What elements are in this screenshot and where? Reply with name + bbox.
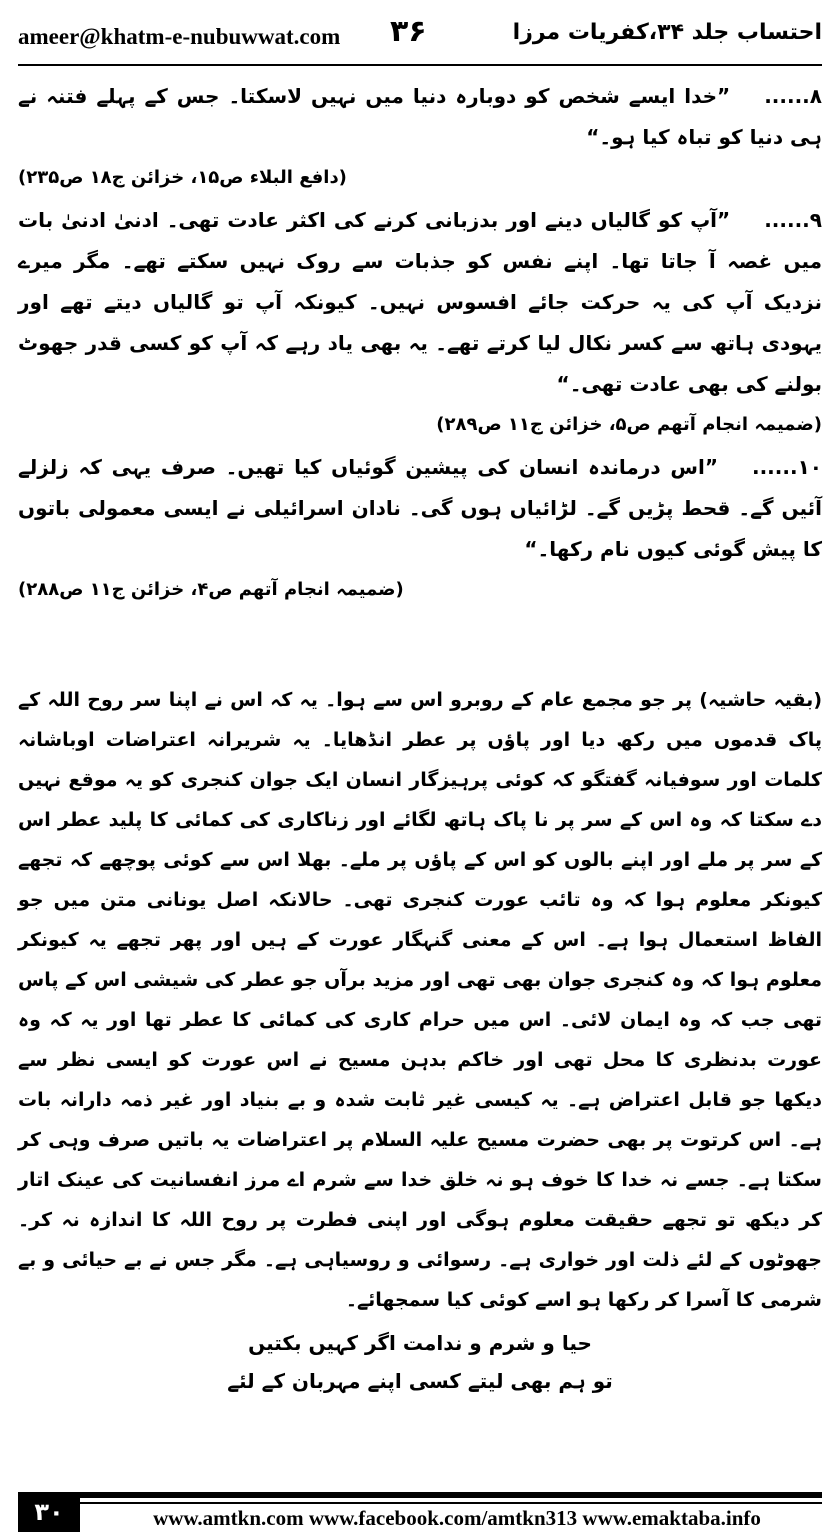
quote-number: ۱۰...... <box>751 455 822 479</box>
page-footer <box>0 1484 840 1540</box>
quote-10 <box>18 447 822 610</box>
quote-text: ”آپ کو گالیاں دینے اور بدزبانی کرنے کی اکثر عادت تھی۔ ادنیٰ ادنیٰ بات میں غصہ آ جاتا تھا۔ اپنے نفس کو جذبات سے روک نہیں سکتے تھے۔ مگر میرے نزدیک آپ کی یہ حرکت جائے افسوس نہیں۔ کیونکہ آپ تو گالیاں دیتے تھے اور یہودی ہاتھ سے کسر نکال لیا کرتے تھے۔ یہ بھی یاد رہے کہ آپ کو کسی قدر جھوٹ بولنے کی بھی عادت تھی۔“ <box>18 208 822 396</box>
page-header <box>18 14 822 60</box>
quote-reference: (ضمیمہ انجام آتھم ص۵، خزائن ج۱۱ ص۲۸۹) <box>436 414 822 435</box>
header-divider <box>18 64 822 66</box>
footnote-text: (بقیہ حاشیہ) پر جو مجمع عام کے روبرو اس سے ہوا۔ یہ کہ اس نے اپنا سر روح اللہ کے پاک قدموں میں رکھ دیا اور پاؤں پر عطر انڈھایا۔ یہ شریرانہ اعتراضات اوباشانہ کلمات اور سوفیانہ گفتگو کہ کوئی پرہیزگار انسان ایک جوان کنجری کو یہ موقع نہیں دے سکتا کہ وہ اس کے سر پر نا پاک ہاتھ لگائے اور زناکاری کی کمائی کا پلید عطر اس کے سر پر ملے اور اپنے بالوں کو اس کے پاؤں پر ملے۔ بھلا اس سے کوئی پوچھے کہ تجھے کیونکر معلوم ہوا کہ وہ تائب عورت کنجری تھی۔ حالانکہ اصل یونانی متن میں جو الفاظ استعمال ہوا ہے۔ اس کے معنی گنہگار عورت کے ہیں اور پھر تجھے یہ کیونکر معلوم ہوا کہ وہ کنجری جوان بھی تھی اور مزید برآں جو عطر کی شیشی اس کے پاس تھی جب کہ وہ ایمان لائی۔ اس میں حرام کاری کی کمائی کا عطر تھا اور یہ کہ وہ عورت بدنظری کا محل تھی اور خاکم بدہن مسیح نے اس عورت کو ایسی نظر سے دیکھا جو قابل اعتراض ہے۔ یہ کیسی غیر ثابت شدہ و بے بنیاد اور غیر ذمہ دارانہ بات ہے۔ اس کرتوت پر بھی حضرت مسیح علیہ السلام پر اعتراضات یہ باتیں صرف وہی کر سکتا ہے۔ جسے نہ خدا کا خوف ہو نہ خلق خدا سے شرم اے مرز انفسانیت کی عینک اتار کر دیکھ تو تجھے حقیقت معلوم ہوگی اور اپنی فطرت پر روح اللہ کا اندازہ نہ کر۔ جھوٹوں کے لئے ذلت اور خواری ہے۔ رسوائی و روسیاہی ہے۔ مگر جس نے بے حیائی و بے شرمی کا آسرا کر رکھا ہو اسے کوئی کیا سمجھائے۔ <box>18 689 822 1311</box>
quote-number: ۹...... <box>764 208 822 232</box>
quote-reference: (دافع البلاء ص۱۵، خزائن ج۱۸ ص۲۳۵) <box>18 167 347 188</box>
footer-page-box: ۳۰ <box>18 1492 80 1532</box>
verse-line-1: حیا و شرم و ندامت اگر کہیں بکتیں <box>248 1331 592 1355</box>
quote-9 <box>18 200 822 445</box>
footer-urls: www.amtkn.com www.facebook.com/amtkn313 www.emaktaba.info <box>153 1506 761 1530</box>
main-text <box>18 76 822 612</box>
quote-text: ”اس درماندہ انسان کی پیشین گوئیاں کیا تھیں۔ صرف یہی کہ زلزلے آئیں گے۔ قحط پڑیں گے۔ لڑائیاں ہوں گی۔ نادان اسرائیلی نے ایسی معمولی باتوں کا پیش گوئی کیوں نام رکھا۔“ <box>18 455 822 561</box>
quote-number: ۸...... <box>764 84 822 108</box>
header-email: ameer@khatm-e-nubuwwat.com <box>18 24 341 49</box>
quote-8 <box>18 76 822 198</box>
quote-reference: (ضمیمہ انجام آتھم ص۴، خزائن ج۱۱ ص۲۸۸) <box>18 579 404 600</box>
page-number: ۳۶ <box>390 14 427 49</box>
footer-rule-thick <box>80 1492 822 1498</box>
footnote-section <box>18 680 822 1400</box>
quote-text: ”خدا ایسے شخص کو دوبارہ دنیا میں نہیں لاسکتا۔ جس کے پہلے فتنہ نے ہی دنیا کو تباہ کیا ہو۔“ <box>18 84 822 149</box>
footer-rule-thin <box>80 1502 822 1504</box>
verse-line-2: تو ہم بھی لیتے کسی اپنے مہربان کے لئے <box>227 1369 613 1393</box>
book-title: احتساب جلد ۳۴،کفریات مرزا <box>512 20 822 45</box>
